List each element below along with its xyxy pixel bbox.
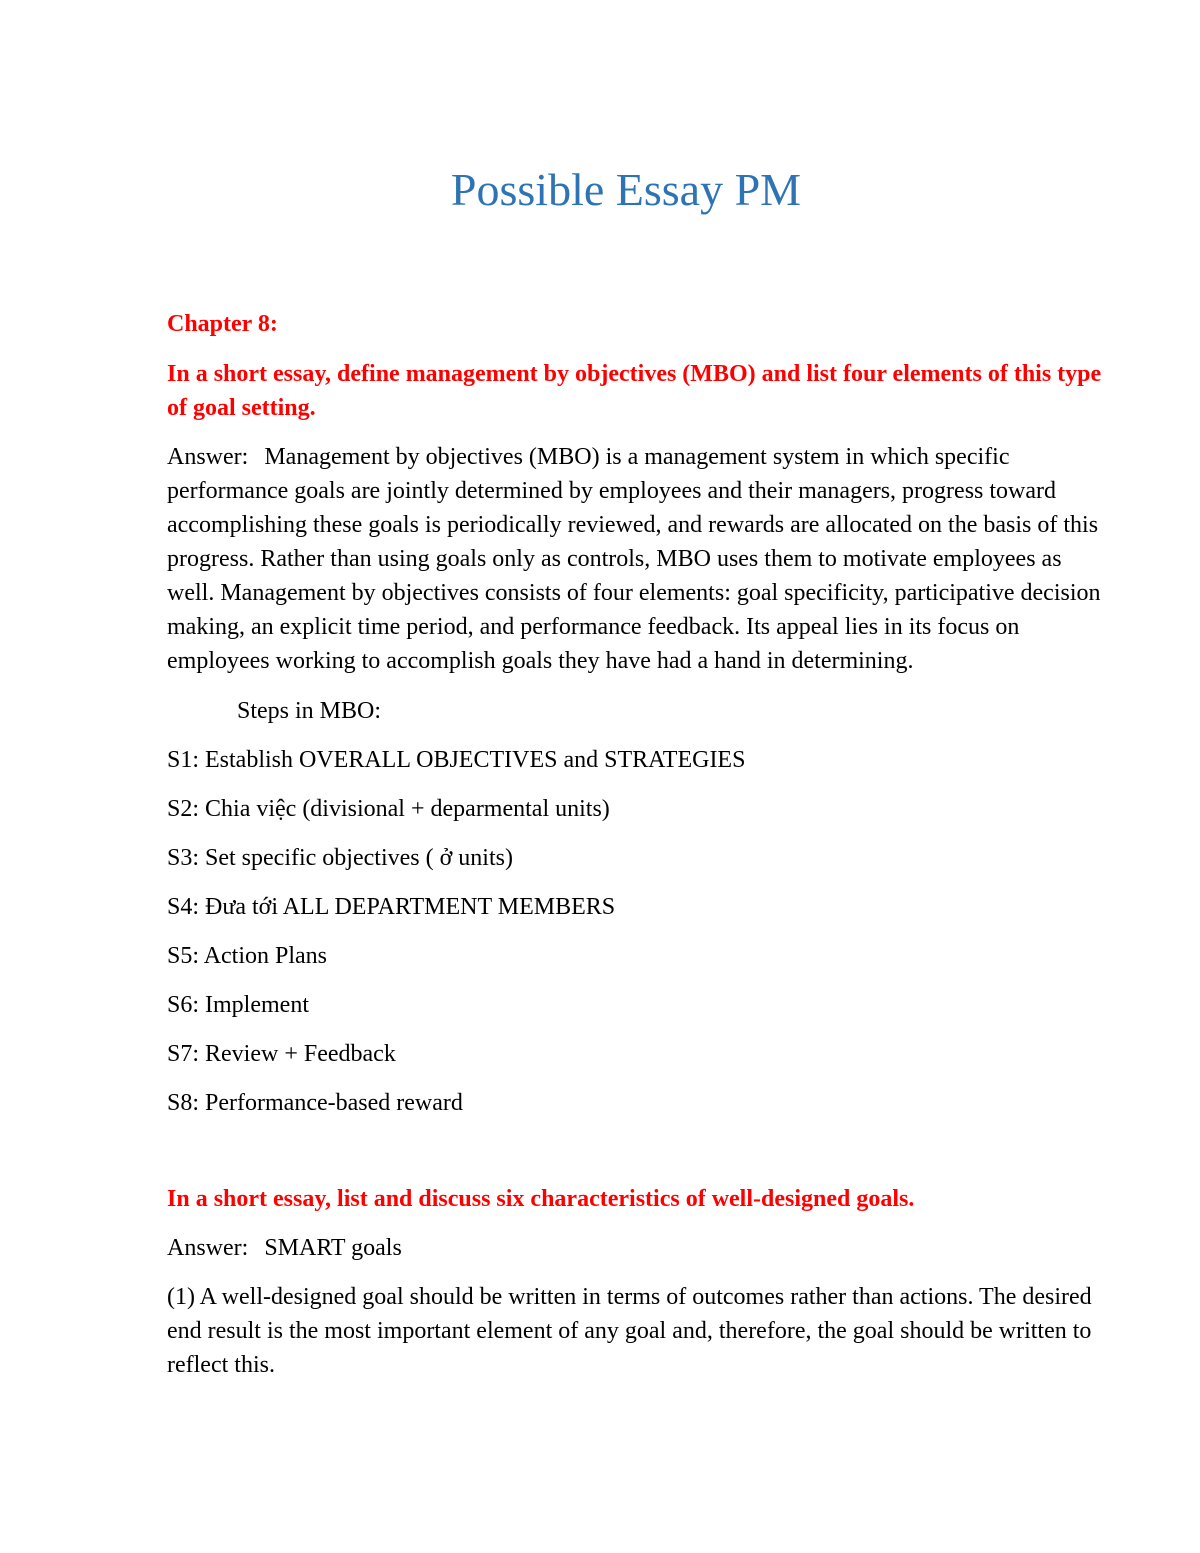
step-item-8: S8: Performance-based reward: [167, 1090, 463, 1116]
step-item-3: S3: Set specific objectives ( ở units): [167, 845, 513, 871]
document-title: Possible Essay PM: [450, 164, 802, 215]
step-item-2: S2: Chia việc (divisional + deparmental units): [167, 796, 610, 822]
answer-label: Answer:: [167, 444, 249, 470]
question-goals: In a short essay, list and discuss six characteristics of well-designed goals.: [167, 1186, 915, 1212]
step-item-6: S6: Implement: [167, 992, 309, 1018]
steps-heading: Steps in MBO:: [237, 698, 382, 724]
goal-point-1: (1) A well-designed goal should be written in terms of outcomes rather than actions. The desired end result is the most important element of any goal and, therefore, the goal should be written to reflect this.: [167, 1284, 1092, 1378]
chapter-heading: Chapter 8:: [167, 311, 278, 337]
step-item-1: S1: Establish OVERALL OBJECTIVES and STRATEGIES: [167, 747, 746, 773]
step-item-7: S7: Review + Feedback: [167, 1041, 396, 1067]
question-mbo: In a short essay, define management by objectives (MBO) and list four elements of this type of goal setting.: [167, 361, 1102, 421]
answer-goals-label: Answer:: [167, 1235, 249, 1261]
answer-goals: [167, 1231, 1102, 1265]
answer-mbo: [167, 440, 1102, 678]
answer-mbo-text: Management by objectives (MBO) is a management system in which specific performance goals are jointly determined by employees and their managers, progress toward accomplishing these goals is periodically reviewed, and rewards are allocated on the basis of this progress. Rather than using goals only as controls, MBO uses them to motivate employees as well. Management by objectives consists of four elements: goal specificity, participative decision making, an explicit time period, and performance feedback. Its appeal lies in its focus on employees working to accomplish goals they have had a hand in determining.: [167, 444, 1101, 674]
step-item-5: S5: Action Plans: [167, 943, 328, 969]
step-item-4: S4: Đưa tới ALL DEPARTMENT MEMBERS: [167, 894, 616, 920]
document-body: [167, 307, 1102, 1382]
smart-goals-label: SMART goals: [264, 1235, 402, 1261]
